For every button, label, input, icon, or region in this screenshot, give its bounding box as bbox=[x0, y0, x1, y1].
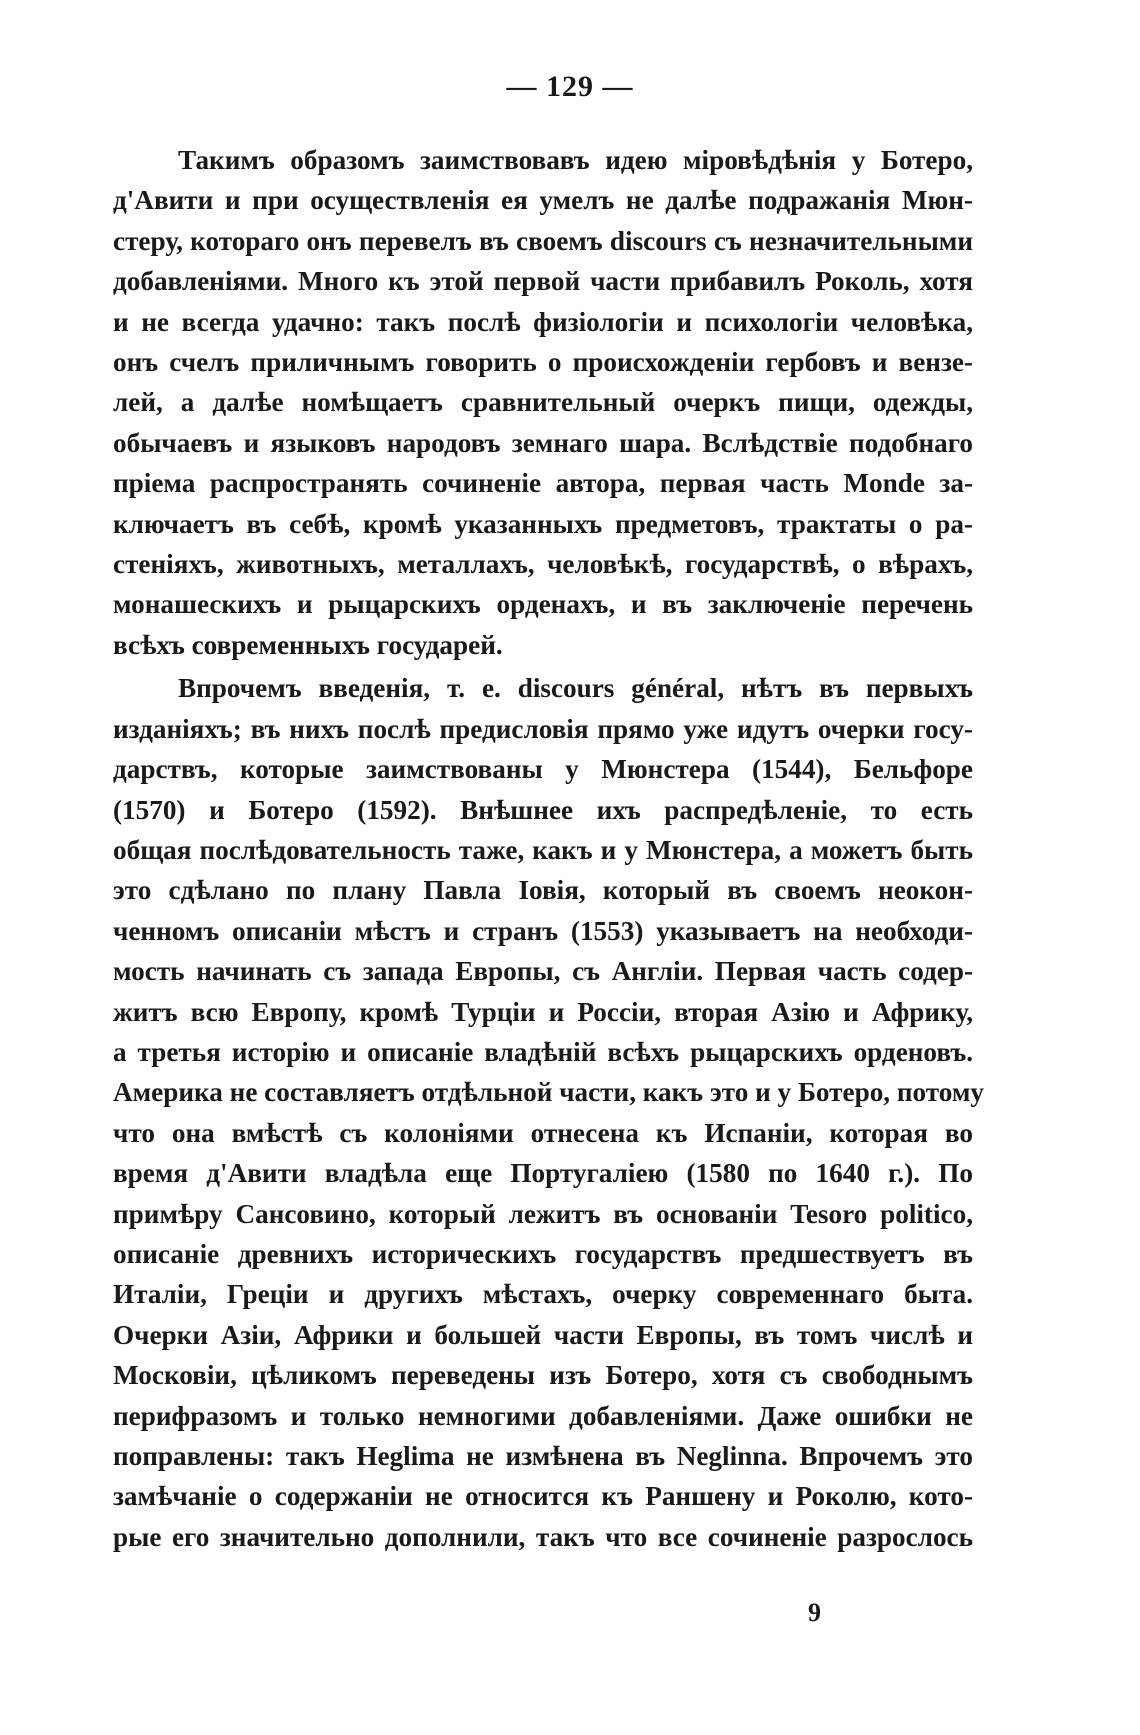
text-line: это сдѣлано по плану Павла Іовія, который въ своемъ неокон- bbox=[113, 875, 973, 906]
text-line: обычаевъ и языковъ народовъ земнаго шара. Вслѣдствіе подобнаго bbox=[113, 427, 973, 458]
text-line: Очерки Азіи, Африки и большей части Европы, въ томъ числѣ и bbox=[113, 1319, 973, 1350]
text-line: рые его значительно дополнили, такъ что все сочиненіе разрослось bbox=[113, 1521, 973, 1552]
text-line: дарствъ, которые заимствованы у Мюнстера (1544), Бельфоре bbox=[113, 754, 973, 785]
text-line: лей, а далѣе номѣщаетъ сравнительный очеркъ пищи, одежды, bbox=[113, 387, 973, 418]
text-line: ключаетъ въ себѣ, кромѣ указанныхъ предметовъ, трактаты о ра- bbox=[113, 508, 973, 539]
text-line: житъ всю Европу, кромѣ Турціи и Россіи, вторая Азію и Африку, bbox=[113, 996, 973, 1027]
text-line: мость начинать съ запада Европы, съ Англіи. Первая часть содер- bbox=[113, 956, 973, 987]
text-line: всѣхъ современныхъ государей. bbox=[113, 629, 503, 660]
text-line: Италіи, Греціи и другихъ мѣстахъ, очерку современнаго быта. bbox=[113, 1279, 973, 1310]
text-line: Впрочемъ введенія, т. е. discours général, нѣтъ въ первыхъ bbox=[178, 673, 973, 704]
text-line: пріема распространять сочиненіе автора, первая часть Monde за- bbox=[113, 468, 973, 499]
text-line: замѣчаніе о содержаніи не относится къ Раншену и Роколю, кото- bbox=[113, 1481, 973, 1512]
text-line: перифразомъ и только немногими добавленіями. Даже ошибки не bbox=[113, 1400, 973, 1431]
signature-mark: 9 bbox=[808, 1598, 821, 1627]
text-line: добавленіями. Много къ этой первой части прибавилъ Роколь, хотя bbox=[113, 266, 973, 297]
text-line: что она вмѣстѣ съ колоніями отнесена къ Испаніи, которая во bbox=[113, 1117, 973, 1148]
text-line: время д'Авити владѣла еще Португаліею (1580 по 1640 г.). По bbox=[113, 1158, 973, 1189]
body-text bbox=[113, 140, 984, 1557]
paragraph-1 bbox=[113, 140, 973, 665]
text-line: стеніяхъ, животныхъ, металлахъ, человѣкѣ, государствѣ, о вѣрахъ, bbox=[113, 549, 973, 580]
text-line: поправлены: такъ Heglima не измѣнена въ Neglinna. Впрочемъ это bbox=[113, 1441, 973, 1471]
text-line: ченномъ описаніи мѣстъ и странъ (1553) указываетъ на необходи- bbox=[113, 915, 973, 946]
text-line: онъ счелъ приличнымъ говорить о происхожденіи гербовъ и вензе- bbox=[113, 347, 973, 378]
text-line: и не всегда удачно: такъ послѣ физіологіи и психологіи человѣка, bbox=[113, 306, 973, 337]
text-line: монашескихъ и рыцарскихъ орденахъ, и въ заключеніе перечень bbox=[113, 589, 973, 620]
text-line: примѣру Сансовино, который лежитъ въ основаніи Tesoro politico, bbox=[113, 1198, 973, 1229]
text-line: стеру, котораго онъ перевелъ въ своемъ discours съ незначительными bbox=[113, 225, 973, 256]
text-line: Такимъ образомъ заимствовавъ идею міровѣдѣнія у Ботеро, bbox=[178, 145, 973, 175]
text-line: (1570) и Ботеро (1592). Внѣшнее ихъ распредѣленіе, то есть bbox=[113, 794, 973, 825]
text-line: д'Авити и при осуществленія ея умелъ не далѣе подражанія Мюн- bbox=[113, 185, 973, 216]
text-line: Московіи, цѣликомъ переведены изъ Ботеро, хотя съ свободнымъ bbox=[113, 1360, 973, 1391]
paragraph-2 bbox=[113, 668, 984, 1557]
page-number: — 129 — bbox=[506, 70, 634, 103]
text-line: а третья исторію и описаніе владѣній всѣхъ рыцарскихъ орденовъ. bbox=[113, 1036, 973, 1067]
text-line: общая послѣдовательность таже, какъ и у Мюнстера, а можетъ быть bbox=[113, 834, 973, 865]
text-line: изданіяхъ; въ нихъ послѣ предисловія прямо уже идутъ очерки госу- bbox=[113, 713, 973, 744]
text-line: описаніе древнихъ историческихъ государствъ предшествуетъ въ bbox=[113, 1238, 973, 1269]
text-line: Америка не составляетъ отдѣльной части, какъ это и у Ботеро, потому bbox=[113, 1077, 984, 1108]
